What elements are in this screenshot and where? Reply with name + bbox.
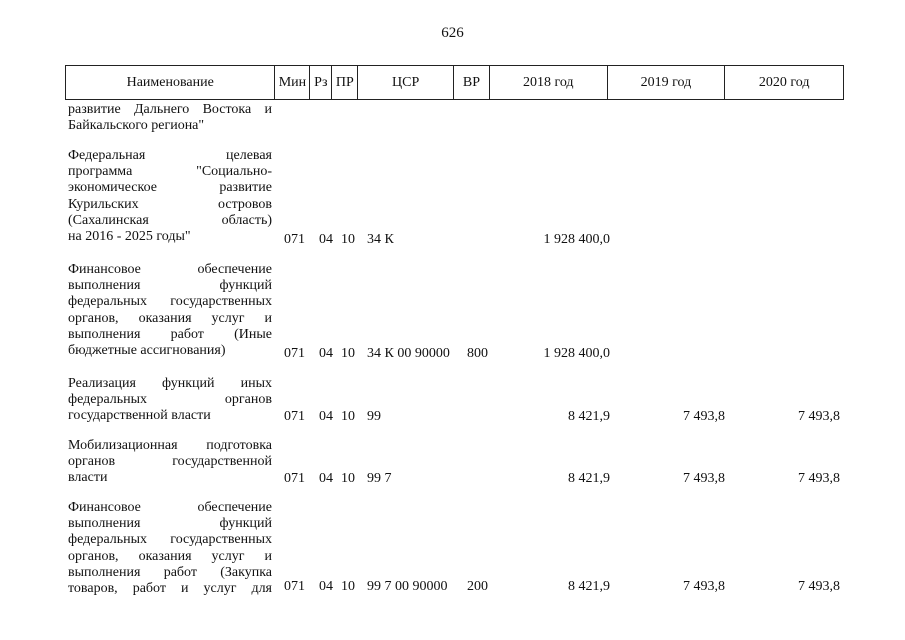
cell-min: 071 xyxy=(284,346,305,361)
row-name xyxy=(68,438,272,487)
row-name-line: федеральных государственных xyxy=(68,532,272,548)
cell-pr: 10 xyxy=(341,346,355,361)
header-min: Мин xyxy=(275,66,310,99)
row-name-line: федеральных государственных xyxy=(68,294,272,310)
row-name-line: Мобилизационная подготовка xyxy=(68,438,272,453)
cell-pr: 10 xyxy=(341,232,355,247)
row-name-line: выполнения работ (Иные xyxy=(68,326,272,342)
header-name: Наименование xyxy=(66,66,275,99)
header-rz: Рз xyxy=(310,66,332,99)
cell-2020: 7 493,8 xyxy=(798,409,840,424)
cell-2018: 8 421,9 xyxy=(568,579,610,594)
row-name xyxy=(68,376,272,425)
cell-pr: 10 xyxy=(341,579,355,594)
header-2020: 2020 год xyxy=(758,74,810,90)
cell-2020: 7 493,8 xyxy=(798,471,840,486)
cell-rz: 04 xyxy=(319,409,333,424)
table-header xyxy=(65,65,844,100)
row-name-line: органов государственной xyxy=(68,454,272,470)
cell-rz: 04 xyxy=(319,579,333,594)
cell-vr: 200 xyxy=(467,579,488,594)
row-name-line: программа "Социально- xyxy=(68,164,272,180)
cell-min: 071 xyxy=(284,232,305,247)
row-name xyxy=(68,102,272,134)
header-pr: ПР xyxy=(332,66,358,99)
row-name xyxy=(68,500,272,597)
row-name-line: государственной власти xyxy=(68,408,211,424)
row-name-line: выполнения работ (Закупка xyxy=(68,564,272,580)
cell-2019: 7 493,8 xyxy=(683,579,725,594)
header-vr: ВР xyxy=(454,66,490,99)
cell-2018: 8 421,9 xyxy=(568,471,610,486)
cell-csr: 99 xyxy=(367,409,381,424)
row-name-line: на 2016 - 2025 годы" xyxy=(68,229,191,245)
row-name-line: Байкальского региона" xyxy=(68,118,205,134)
cell-csr: 99 7 xyxy=(367,471,392,486)
row-name-line: органов, оказания услуг и xyxy=(68,548,272,564)
cell-vr: 800 xyxy=(467,346,488,361)
row-name-line: Курильских островов xyxy=(68,196,272,212)
header-2018: 2018 год xyxy=(490,66,608,99)
cell-min: 071 xyxy=(284,471,305,486)
page-number: 626 xyxy=(441,25,464,41)
cell-2018: 1 928 400,0 xyxy=(543,346,610,361)
cell-csr: 34 К xyxy=(367,232,394,247)
row-name-line: экономическое развитие xyxy=(68,180,272,196)
row-name-line: Федеральная целевая xyxy=(68,148,272,163)
row-name-line: выполнения функций xyxy=(68,278,272,294)
row-name-line: товаров, работ и услуг для xyxy=(68,581,272,597)
cell-2019: 7 493,8 xyxy=(683,471,725,486)
cell-pr: 10 xyxy=(341,471,355,486)
cell-min: 071 xyxy=(284,409,305,424)
row-name-line: выполнения функций xyxy=(68,516,272,532)
cell-2018: 8 421,9 xyxy=(568,409,610,424)
row-name-line: бюджетные ассигнования) xyxy=(68,343,226,359)
header-2019: 2019 год xyxy=(608,66,726,99)
row-name-line: федеральных органов xyxy=(68,392,272,408)
cell-2020: 7 493,8 xyxy=(798,579,840,594)
row-name-line: Реализация функций иных xyxy=(68,376,272,391)
row-name-line: Финансовое обеспечение xyxy=(68,262,272,277)
cell-2018: 1 928 400,0 xyxy=(543,232,610,247)
row-name-line: власти xyxy=(68,470,108,486)
cell-2019: 7 493,8 xyxy=(683,409,725,424)
row-name xyxy=(68,262,272,359)
cell-rz: 04 xyxy=(319,471,333,486)
cell-rz: 04 xyxy=(319,232,333,247)
row-name-line: развитие Дальнего Востока и xyxy=(68,102,272,117)
cell-csr: 34 К 00 90000 xyxy=(367,346,450,361)
cell-csr: 99 7 00 90000 xyxy=(367,579,448,594)
cell-min: 071 xyxy=(284,579,305,594)
cell-pr: 10 xyxy=(341,409,355,424)
cell-rz: 04 xyxy=(319,346,333,361)
row-name xyxy=(68,148,272,245)
row-name-line: Финансовое обеспечение xyxy=(68,500,272,515)
row-name-line: органов, оказания услуг и xyxy=(68,310,272,326)
row-name-line: (Сахалинская область) xyxy=(68,212,272,228)
header-csr: ЦСР xyxy=(358,66,454,99)
